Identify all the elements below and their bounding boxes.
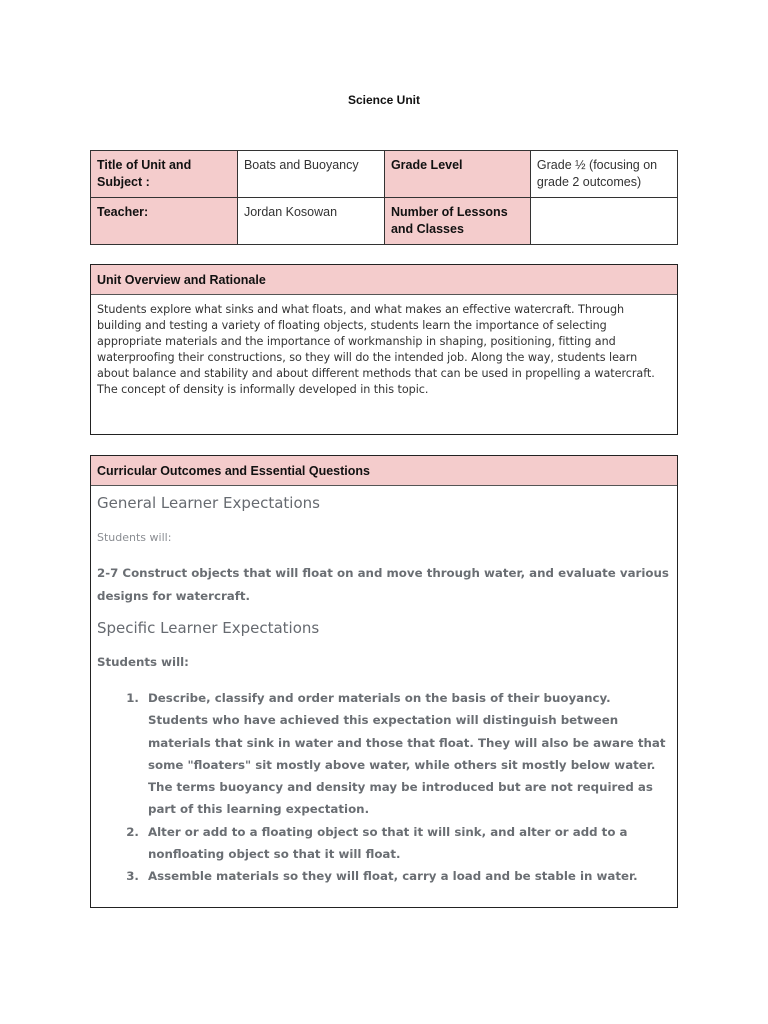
outcomes-section <box>90 455 678 908</box>
specific-expectations-list <box>97 687 671 888</box>
specific-expectations-heading: Specific Learner Expectations <box>97 619 320 637</box>
list-item: 2. Alter or add to a floating object so that it will sink, and alter or add to a nonfloating object so that it will float. <box>143 821 671 866</box>
specific-intro: Students will: <box>97 655 189 669</box>
list-item: 3. Assemble materials so they will float, carry a load and be stable in water. <box>143 865 671 887</box>
overview-text: Students explore what sinks and what floats, and what makes an effective watercraft. Through building and testing a variety of floating objects, students learn the importance of selecting appropriate materials and the importance of workmanship in shaping, positioning, fitting and waterproofing their constructions, so they will do the intended job. Along the way, students learn about balance and stability and about different methods that can be used in propelling a watercraft. The concept of density is informally developed in this topic. <box>97 303 655 396</box>
general-expectations-heading: General Learner Expectations <box>97 494 320 512</box>
general-expectation-text: 2-7 Construct objects that will float on and move through water, and evaluate various designs for watercraft. <box>97 566 669 603</box>
outcomes-body <box>91 486 677 888</box>
lessons-value <box>530 198 677 245</box>
document-title: Science Unit <box>347 93 421 107</box>
lessons-label: Number of Lessons and Classes <box>384 198 530 245</box>
title-value: Boats and Buoyancy <box>237 151 384 198</box>
table-row <box>91 198 678 245</box>
list-item: 1. Describe, classify and order materials on the basis of their buoyancy. Students who have achieved this expectation will distinguish between materials that sink in water and those that float. They will also be aware that some "floaters" sit mostly above water, while others sit mostly below water. The terms buoyancy and density may be introduced but are not required as part of this learning expectation. <box>143 687 671 821</box>
outcomes-heading: Curricular Outcomes and Essential Questions <box>91 456 677 486</box>
unit-info-table <box>90 150 678 245</box>
title-label: Title of Unit and Subject : <box>91 151 238 198</box>
overview-heading: Unit Overview and Rationale <box>91 265 677 295</box>
overview-section <box>90 264 678 435</box>
table-row <box>91 151 678 198</box>
teacher-label: Teacher: <box>91 198 238 245</box>
teacher-value: Jordan Kosowan <box>237 198 384 245</box>
general-intro: Students will: <box>97 531 172 544</box>
grade-level-value: Grade ½ (focusing on grade 2 outcomes) <box>530 151 677 198</box>
grade-level-label: Grade Level <box>384 151 530 198</box>
